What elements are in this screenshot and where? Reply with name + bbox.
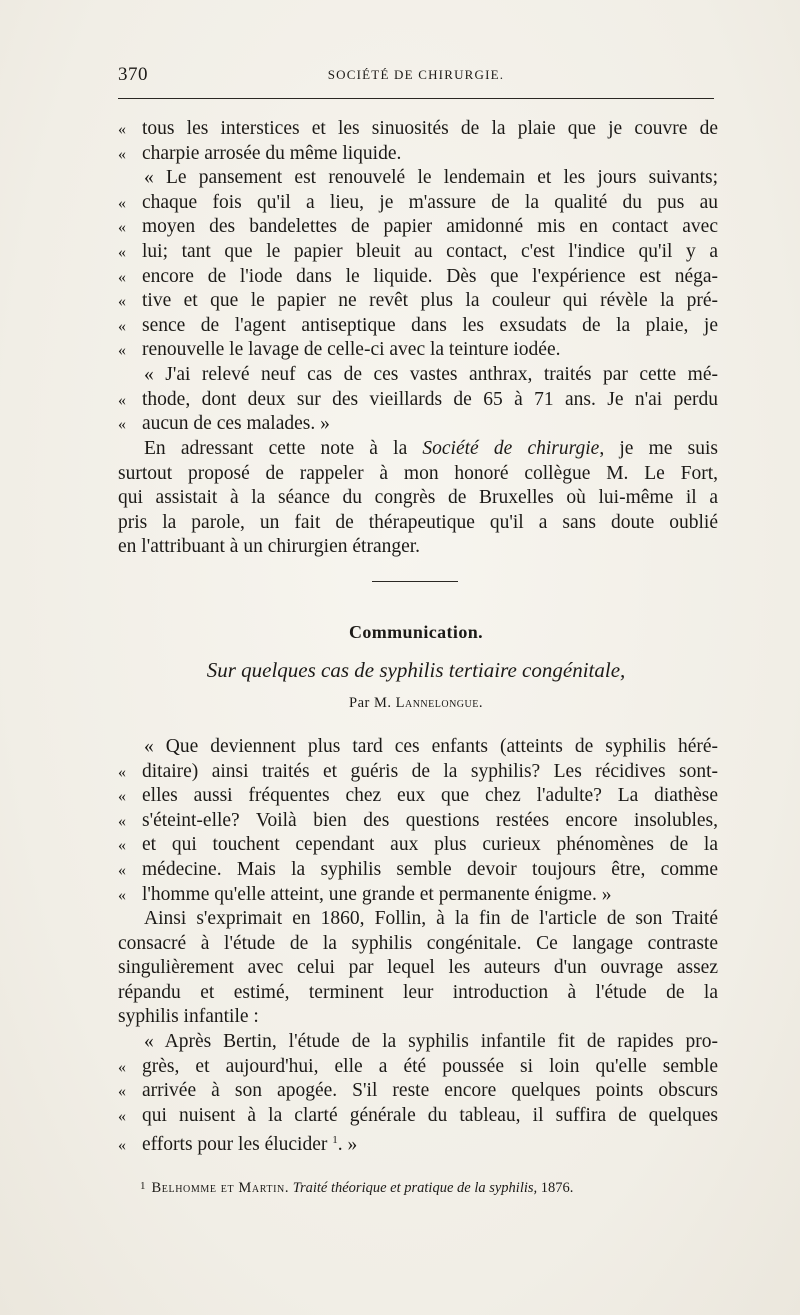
page-number: 370 xyxy=(118,64,148,85)
quoted-passage-follin xyxy=(118,735,718,907)
text-line xyxy=(118,784,718,809)
header-rule xyxy=(118,98,714,99)
line-text: « J'ai relevé neuf cas de ces vastes anthrax, traités par cette mé- xyxy=(144,363,718,385)
text-line xyxy=(118,215,718,240)
line-text: efforts pour les élucider $^1$. » xyxy=(142,1134,358,1156)
quote-mark: « xyxy=(118,268,126,286)
line-text: chaque fois qu'il a lieu, je m'assure de la qualité du pus au xyxy=(142,191,718,213)
line-text: s'éteint-elle? Voilà bien des questions restées encore insolubles, xyxy=(142,809,718,831)
quote-mark: « xyxy=(118,1107,126,1125)
line-text: « Après Bertin, l'étude de la syphilis infantile fit de rapides pro- xyxy=(144,1031,718,1052)
text-line xyxy=(118,809,718,834)
text-line xyxy=(118,511,718,536)
text-line xyxy=(118,437,718,462)
line-text: qui nuisent à la clarté générale du tableau, il suffira de quelques xyxy=(142,1104,718,1126)
text-line xyxy=(118,412,718,437)
running-title: SOCIÉTÉ DE CHIRURGIE. xyxy=(327,67,505,82)
text-line xyxy=(118,956,718,981)
quote-mark: « xyxy=(118,293,126,311)
line-text: arrivée à son apogée. S'il reste encore quelques points obscurs xyxy=(142,1080,718,1102)
line-text: ditaire) ainsi traités et guéris de la syphilis? Les récidives sont- xyxy=(142,760,718,782)
text-line xyxy=(118,833,718,858)
quote-mark: « xyxy=(118,763,126,781)
footnote-year: 1876. xyxy=(540,1180,574,1196)
text-line xyxy=(118,289,718,314)
quote-mark: « xyxy=(118,1137,126,1155)
quote-mark: « xyxy=(118,194,126,212)
text-line xyxy=(118,981,718,1006)
byline-prefix: Par M. xyxy=(349,695,392,711)
text-line xyxy=(118,486,718,511)
line-text: lui; tant que le papier bleuit au contact, c'est l'indice qu'il y a xyxy=(142,240,718,262)
line-text: répandu et estimé, terminent leur introduction à l'étude de la xyxy=(118,981,718,1003)
text-line xyxy=(118,883,718,908)
text-line xyxy=(118,265,718,290)
text-line xyxy=(118,535,718,560)
text-line xyxy=(118,1030,718,1055)
line-text: aucun de ces malades. » xyxy=(142,413,330,435)
text-line xyxy=(118,166,718,191)
quote-mark: « xyxy=(118,243,126,261)
line-text: charpie arrosée du même liquide. xyxy=(142,142,402,164)
text-line xyxy=(118,1128,718,1156)
paragraph-follin-context xyxy=(118,907,718,1030)
quote-mark: « xyxy=(118,886,126,904)
text-line xyxy=(118,932,718,957)
section-heading: Communication. xyxy=(348,622,484,642)
line-text: elles aussi fréquentes chez eux que chez l'adulte? La diathèse xyxy=(142,785,718,807)
line-text: singulièrement avec celui par lequel les auteurs d'un ouvrage assez xyxy=(118,957,718,979)
article-title: Sur quelques cas de syphilis tertiaire congénitale, xyxy=(206,658,626,682)
line-text: syphilis infantile : xyxy=(118,1006,259,1028)
quote-mark: « xyxy=(118,861,126,879)
byline xyxy=(118,695,714,712)
text-line xyxy=(118,388,718,413)
text-line xyxy=(118,338,718,363)
quote-mark: « xyxy=(118,1083,126,1101)
line-text: tous les interstices et les sinuosités de la plaie que je couvre de xyxy=(142,118,718,139)
text-line xyxy=(118,1055,718,1080)
quote-mark: « xyxy=(118,391,126,409)
quote-mark: « xyxy=(118,812,126,830)
quote-mark: « xyxy=(118,145,126,163)
footnote-mark: 1 xyxy=(140,1180,146,1192)
quoted-passage-bertin xyxy=(118,1030,718,1156)
line-text: moyen des bandelettes de papier amidonné mis en contact avec xyxy=(142,216,718,238)
byline-author: Lannelongue. xyxy=(395,695,483,711)
paragraph-note-address xyxy=(118,437,718,560)
line-text: médecine. Mais la syphilis semble devoir toujours être, comme xyxy=(142,858,718,880)
page-header xyxy=(118,64,714,92)
line-text: surtout proposé de rappeler à mon honoré collègue M. Le Fort, xyxy=(118,462,718,484)
line-text: qui assistait à la séance du congrès de Bruxelles où lui-même il a xyxy=(118,487,718,509)
quote-mark: « xyxy=(118,788,126,806)
line-text: pris la parole, un fait de thérapeutique qu'il a sans doute oublié xyxy=(118,511,718,533)
line-text: Ainsi s'exprimait en 1860, Follin, à la fin de l'article de son Traité xyxy=(144,908,718,929)
text-line xyxy=(118,735,718,760)
footnote-title: Traité théorique et pratique de la syphilis, xyxy=(292,1180,538,1196)
line-text: thode, dont deux sur des vieillards de 65 à 71 ans. Je n'ai perdu xyxy=(142,388,718,410)
text-line xyxy=(118,191,718,216)
quoted-passage-pansement xyxy=(118,117,718,437)
society-name: Société de chirurgie xyxy=(422,438,600,459)
text-line xyxy=(118,760,718,785)
section-divider xyxy=(372,581,458,582)
text-line xyxy=(118,240,718,265)
text-line xyxy=(118,117,718,142)
quote-mark: « xyxy=(118,121,126,138)
line-text: et qui touchent cependant aux plus curieux phénomènes de la xyxy=(142,834,718,856)
line-text: en l'attribuant à un chirurgien étranger. xyxy=(118,536,421,558)
text-line xyxy=(118,907,718,932)
text-line xyxy=(118,314,718,339)
text-line xyxy=(118,858,718,883)
quote-mark: « xyxy=(118,416,126,434)
quote-mark: « xyxy=(118,317,126,335)
text-line xyxy=(118,142,718,167)
line-text: renouvelle le lavage de celle-ci avec la teinture iodée. xyxy=(142,339,561,361)
line-text: « Le pansement est renouvelé le lendemain et les jours suivants; xyxy=(144,167,718,189)
text-line xyxy=(118,1079,718,1104)
line-text: l'homme qu'elle atteint, une grande et permanente énigme. » xyxy=(142,883,612,905)
quote-mark: « xyxy=(118,342,126,360)
line-text: consacré à l'étude de la syphilis congénitale. Ce langage contraste xyxy=(118,932,718,954)
line-text: grès, et aujourd'hui, elle a été poussée si loin qu'elle semble xyxy=(142,1055,718,1077)
footnote xyxy=(140,1180,710,1197)
line-text: sence de l'agent antiseptique dans les exsudats de la plaie, je xyxy=(142,314,718,336)
footnote-reference: 1 xyxy=(332,1134,338,1147)
quote-mark: « xyxy=(118,837,126,855)
text-line xyxy=(118,462,718,487)
quote-mark: « xyxy=(118,1058,126,1076)
text-line xyxy=(118,1104,718,1129)
line-text: En adressant cette note à la Société de chirurgie, je me suis xyxy=(144,438,718,459)
text-line xyxy=(118,363,718,388)
line-text: « Que deviennent plus tard ces enfants (atteints de syphilis héré- xyxy=(144,736,718,757)
quote-mark: « xyxy=(118,219,126,237)
footnote-authors: Belhomme et Martin. xyxy=(151,1180,290,1196)
line-text: encore de l'iode dans le liquide. Dès que l'expérience est néga- xyxy=(142,265,718,287)
text-line xyxy=(118,1005,718,1030)
line-text: tive et que le papier ne revêt plus la couleur qui révèle la pré- xyxy=(142,290,718,312)
